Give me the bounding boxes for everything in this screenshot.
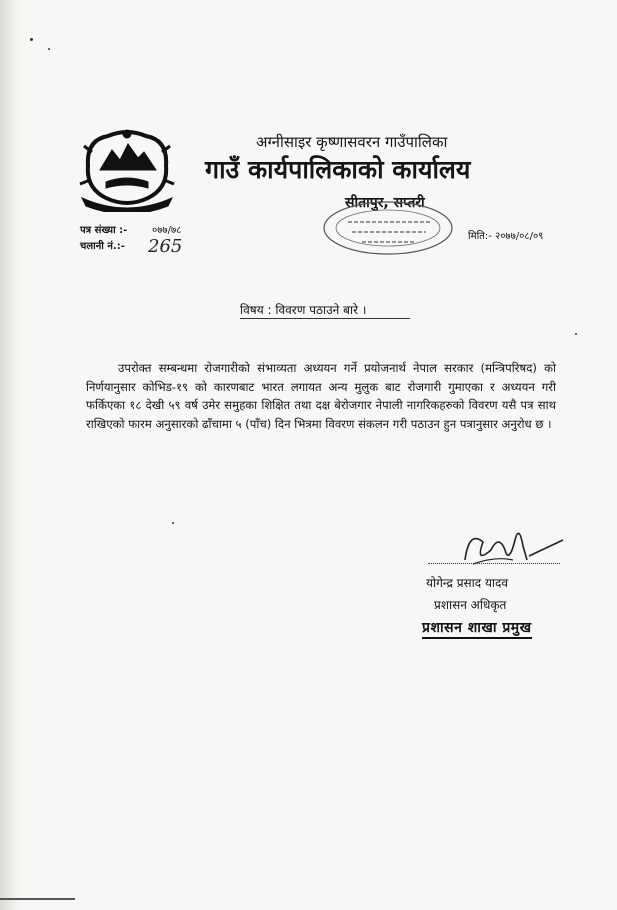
nepal-emblem-icon (78, 126, 176, 212)
handwritten-signature (455, 520, 565, 578)
municipality-name: अग्नीसाइर कृष्णासवरन गाउँपालिका (256, 133, 448, 151)
scan-speck (172, 522, 174, 524)
scan-edge-line (0, 898, 75, 900)
letter-body: उपरोक्त सम्बन्धमा रोजगारीको संभाव्यता अध्ययन गर्ने प्रयोजनार्थ नेपाल सरकार (मन्त्रिपरिषद) को निर्णयानुसार कोभिड-१९ को कारणबाट भारत लगायत अन्य मुलुक बाट रोजगारी गुमाएका र अध्ययन गरी फर्किएका १८ देखी ५९ वर्ष उमेर समुहका शिक्षित तथा दक्ष बेरोजगार नेपाली नागरिकहरुको विवरण यसै पत्र साथ राखिएको फारम अनुसारको ढाँचामा ५ (पाँच) दिन भित्रमा विवरण संकलन गरी पठाउन हुन पत्रानुसार अनुरोध छ । (86, 361, 556, 431)
section-head-stamp: प्रशासन शाखा प्रमुख (422, 618, 532, 639)
letter-date: मिति:- २०७७/०८/०९ (468, 231, 544, 242)
dispatch-number-handwritten: 265 (148, 236, 183, 257)
subject-line: विषय : विवरण पठाउने बारे । (240, 303, 367, 317)
subject-underline (240, 318, 410, 319)
office-stamp-icon (318, 198, 458, 256)
scan-shadow-edge (0, 0, 22, 910)
signatory-name: योगेन्द्र प्रसाद यादव (426, 576, 509, 590)
letter-number-label: पत्र संख्या :- (80, 225, 128, 236)
office-name: गाउँ कार्यपालिकाको कार्यालय (205, 155, 471, 184)
dispatch-number-label: चलानी नं.:- (80, 241, 125, 252)
scan-speck (30, 38, 33, 41)
signatory-title: प्रशासन अधिकृत (434, 598, 507, 612)
office-location: सीतापुर, सप्तरी (345, 195, 425, 211)
scan-speck (575, 333, 577, 335)
letter-number-value: ०७७/७८ (152, 225, 182, 236)
scan-speck (48, 48, 50, 50)
signature-line (428, 563, 560, 564)
